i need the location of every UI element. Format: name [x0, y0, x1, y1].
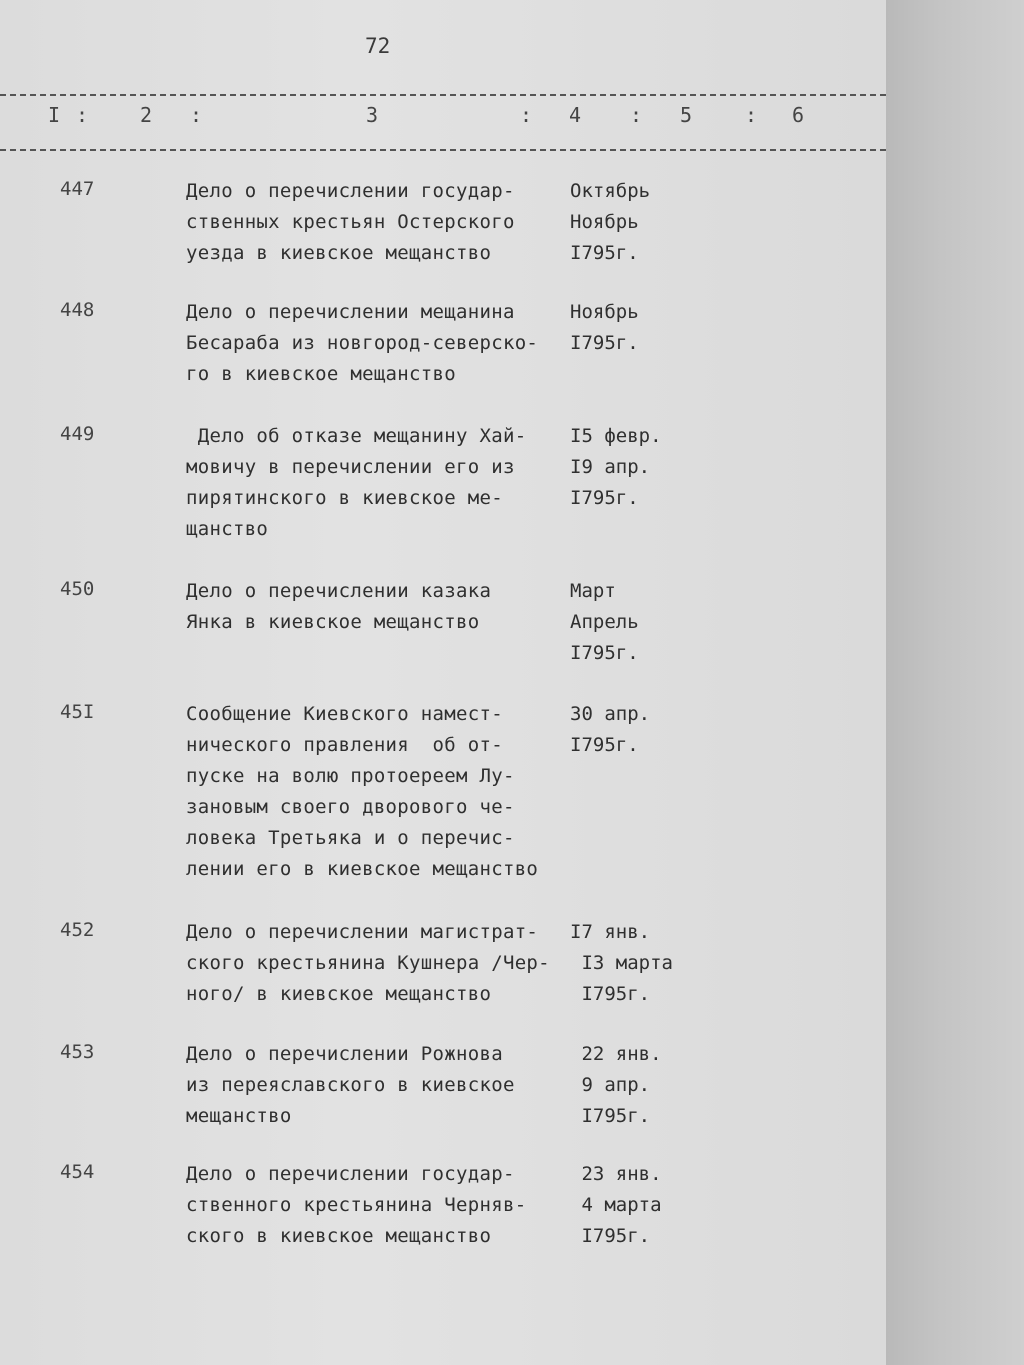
date-line: I795г.	[570, 332, 639, 354]
description-line: мещанство	[186, 1105, 292, 1127]
description-line: Сообщение Киевского намест-	[186, 703, 503, 725]
entry-description	[186, 421, 586, 545]
header-bottom-rule	[0, 149, 886, 151]
entry-date	[570, 176, 650, 269]
date-line: 30 апр.	[570, 703, 651, 725]
entry-date	[570, 917, 673, 1010]
description-line: зановым своего дворового че-	[186, 796, 515, 818]
description-line: Дело о перечислении государ-	[186, 1163, 515, 1185]
description-line: щанство	[186, 518, 269, 540]
entry-number: 45I	[60, 701, 95, 723]
entry-description	[186, 297, 586, 390]
description-line: ного/ в киевское мещанство	[186, 983, 492, 1005]
date-line: I3 марта	[570, 952, 673, 974]
description-line: Янка в киевское мещанство	[186, 611, 480, 633]
column-header-4: 4	[569, 103, 582, 127]
date-line: Октябрь	[570, 180, 651, 202]
header-top-rule	[0, 94, 886, 96]
entry-number: 447	[60, 178, 95, 200]
date-line: Апрель	[570, 611, 639, 633]
date-line: Ноябрь	[570, 211, 639, 233]
entry-number: 449	[60, 423, 95, 445]
column-separator: :	[745, 103, 758, 127]
entry-date	[570, 1039, 662, 1132]
entry-description	[186, 176, 586, 269]
column-separator: :	[520, 103, 533, 127]
entry-number: 452	[60, 919, 95, 941]
date-line: Ноябрь	[570, 301, 639, 323]
entry-date	[570, 421, 662, 514]
entry-date	[570, 1159, 662, 1252]
description-line: ственного крестьянина Черняв-	[186, 1194, 527, 1216]
description-line: Бесараба из новгород-северско-	[186, 332, 539, 354]
description-line: ловека Третьяка и о перечис-	[186, 827, 515, 849]
entry-description	[186, 917, 586, 1010]
entry-number: 453	[60, 1041, 95, 1063]
page-number: 72	[365, 34, 391, 58]
column-separator: :	[76, 103, 89, 127]
description-line: Дело о перечислении государ-	[186, 180, 515, 202]
description-line: пирятинского в киевское ме-	[186, 487, 503, 509]
description-line: ственных крестьян Остерского	[186, 211, 515, 233]
description-line: мовичу в перечислении его из	[186, 456, 515, 478]
entry-description	[186, 699, 586, 885]
date-line: I795г.	[570, 242, 639, 264]
description-line: ского в киевское мещанство	[186, 1225, 492, 1247]
description-line: Дело о перечислении казака	[186, 580, 492, 602]
description-line: из переяславского в киевское	[186, 1074, 515, 1096]
description-line: Дело об отказе мещанину Хай-	[186, 425, 527, 447]
description-line: Дело о перечислении Рожнова	[186, 1043, 503, 1065]
date-line: 23 янв.	[570, 1163, 662, 1185]
background-surface	[886, 0, 1024, 1365]
date-line: I9 апр.	[570, 456, 651, 478]
description-line: ского крестьянина Кушнера /Чер-	[186, 952, 550, 974]
date-line: 22 янв.	[570, 1043, 662, 1065]
entry-date	[570, 576, 639, 669]
date-line: 9 апр.	[570, 1074, 651, 1096]
column-header-6: 6	[792, 103, 805, 127]
column-separator: :	[190, 103, 203, 127]
date-line: I5 февр.	[570, 425, 662, 447]
description-line: Дело о перечислении мещанина	[186, 301, 515, 323]
entry-description	[186, 576, 586, 638]
date-line: I795г.	[570, 487, 639, 509]
entry-number: 454	[60, 1161, 95, 1183]
description-line: лении его в киевское мещанство	[186, 858, 539, 880]
date-line: I795г.	[570, 642, 639, 664]
column-header-3: 3	[366, 103, 379, 127]
description-line: пуске на волю протоереем Лу-	[186, 765, 515, 787]
date-line: 4 марта	[570, 1194, 662, 1216]
entry-number: 448	[60, 299, 95, 321]
date-line: I795г.	[570, 1105, 651, 1127]
entry-number: 450	[60, 578, 95, 600]
entry-date	[570, 699, 650, 761]
description-line: нического правления об от-	[186, 734, 503, 756]
column-separator: :	[630, 103, 643, 127]
date-line: I795г.	[570, 983, 651, 1005]
description-line: го в киевское мещанство	[186, 363, 456, 385]
column-header-1: I	[48, 103, 61, 127]
description-line: уезда в киевское мещанство	[186, 242, 492, 264]
date-line: I795г.	[570, 734, 639, 756]
entry-description	[186, 1039, 586, 1132]
date-line: Март	[570, 580, 616, 602]
description-line: Дело о перечислении магистрат-	[186, 921, 539, 943]
entry-date	[570, 297, 639, 359]
date-line: I7 янв.	[570, 921, 651, 943]
entry-description	[186, 1159, 586, 1252]
date-line: I795г.	[570, 1225, 651, 1247]
column-header-2: 2	[140, 103, 153, 127]
column-header-5: 5	[680, 103, 693, 127]
